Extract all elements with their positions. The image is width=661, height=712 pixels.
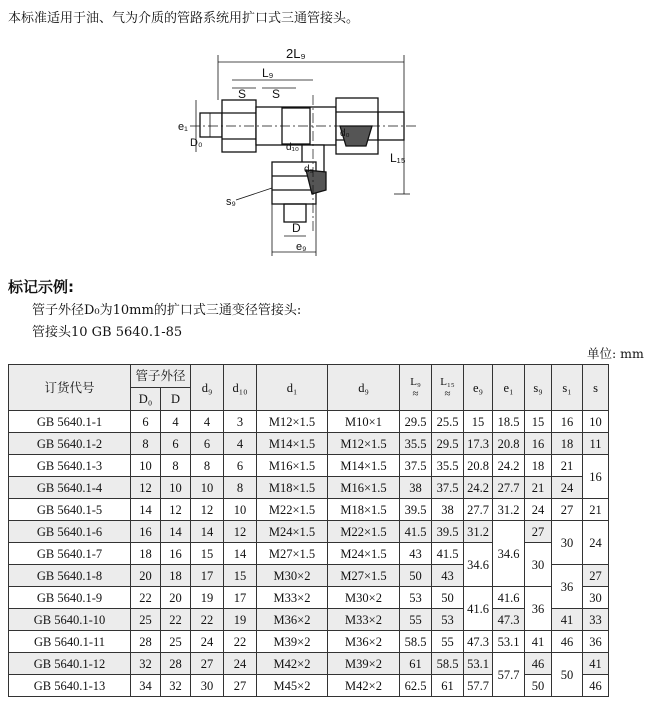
table-cell: 10 bbox=[161, 477, 191, 499]
table-cell: 30 bbox=[583, 587, 609, 609]
header-pipe-od: 管子外径 bbox=[131, 365, 191, 388]
table-cell: 17 bbox=[191, 565, 224, 587]
table-cell: 6 bbox=[224, 455, 257, 477]
table-cell: 32 bbox=[161, 675, 191, 697]
table-cell: 57.7 bbox=[493, 653, 525, 697]
example-heading: 标记示例: bbox=[8, 278, 74, 296]
table-cell: 55 bbox=[400, 609, 432, 631]
table-cell: 31.2 bbox=[493, 499, 525, 521]
table-cell: 8 bbox=[224, 477, 257, 499]
table-cell: 22 bbox=[161, 609, 191, 631]
table-cell: M16×1.5 bbox=[328, 477, 400, 499]
table-cell: 58.5 bbox=[400, 631, 432, 653]
table-cell: 53.1 bbox=[464, 653, 493, 675]
table-cell: 20 bbox=[131, 565, 161, 587]
table-cell: M42×2 bbox=[328, 675, 400, 697]
table-cell: 38 bbox=[400, 477, 432, 499]
table-cell: 27 bbox=[224, 675, 257, 697]
table-cell: M16×1.5 bbox=[257, 455, 328, 477]
table-row bbox=[9, 631, 609, 653]
table-cell: 6 bbox=[161, 433, 191, 455]
table-cell: 29.5 bbox=[400, 411, 432, 433]
table-cell: GB 5640.1-6 bbox=[9, 521, 131, 543]
table-cell: 6 bbox=[191, 433, 224, 455]
table-cell: 43 bbox=[400, 543, 432, 565]
table-cell: 36 bbox=[552, 565, 583, 609]
table-cell: 61 bbox=[400, 653, 432, 675]
table-cell: 22 bbox=[131, 587, 161, 609]
table-cell: 17 bbox=[224, 587, 257, 609]
table-cell: M36×2 bbox=[257, 609, 328, 631]
dim-s-mid: S bbox=[272, 87, 281, 101]
table-cell: 21 bbox=[525, 477, 552, 499]
table-cell: 15 bbox=[191, 543, 224, 565]
table-cell: 14 bbox=[191, 521, 224, 543]
table-cell: M24×1.5 bbox=[257, 521, 328, 543]
table-cell: 10 bbox=[131, 455, 161, 477]
table-cell: 24 bbox=[525, 499, 552, 521]
table-cell: GB 5640.1-4 bbox=[9, 477, 131, 499]
table-cell: 24.2 bbox=[493, 455, 525, 477]
table-row bbox=[9, 411, 609, 433]
table-cell: 4 bbox=[161, 411, 191, 433]
table-cell: GB 5640.1-12 bbox=[9, 653, 131, 675]
table-cell: GB 5640.1-9 bbox=[9, 587, 131, 609]
table-cell: 28 bbox=[161, 653, 191, 675]
table-cell: 24.2 bbox=[464, 477, 493, 499]
dim-L9: L₉ bbox=[262, 66, 274, 80]
table-cell: 18 bbox=[131, 543, 161, 565]
table-cell: 27 bbox=[583, 565, 609, 587]
table-cell: M39×2 bbox=[257, 631, 328, 653]
table-cell: 39.5 bbox=[432, 521, 464, 543]
spec-table bbox=[8, 364, 609, 697]
table-cell: 20 bbox=[161, 587, 191, 609]
table-cell: 15 bbox=[525, 411, 552, 433]
dim-e9: e₉ bbox=[296, 241, 307, 253]
table-row bbox=[9, 587, 609, 609]
table-row bbox=[9, 477, 609, 499]
table-cell: 55 bbox=[432, 631, 464, 653]
table-cell: 41.5 bbox=[400, 521, 432, 543]
table-cell: 15 bbox=[464, 411, 493, 433]
dim-e1: e₁ bbox=[178, 121, 188, 133]
table-cell: 31.2 bbox=[464, 521, 493, 543]
table-cell: 35.5 bbox=[432, 455, 464, 477]
table-cell: 18 bbox=[525, 455, 552, 477]
table-cell: 17.3 bbox=[464, 433, 493, 455]
table-cell: 27 bbox=[191, 653, 224, 675]
table-cell: 41 bbox=[583, 653, 609, 675]
table-cell: 37.5 bbox=[432, 477, 464, 499]
header-L15: L₁₅ ≈ bbox=[432, 365, 464, 411]
example-description: 管子外径D₀为10mm的扩口式三通变径管接头: bbox=[32, 303, 302, 318]
table-cell: 24 bbox=[583, 521, 609, 565]
table-cell: 35.5 bbox=[400, 433, 432, 455]
header-e1: e₁ bbox=[493, 365, 525, 411]
table-cell: M22×1.5 bbox=[257, 499, 328, 521]
table-cell: 18 bbox=[161, 565, 191, 587]
table-cell: 33 bbox=[583, 609, 609, 631]
table-cell: 46 bbox=[525, 653, 552, 675]
header-D: D bbox=[161, 388, 191, 411]
table-cell: 34.6 bbox=[493, 521, 525, 587]
table-cell: 15 bbox=[224, 565, 257, 587]
table-cell: 21 bbox=[552, 455, 583, 477]
table-row bbox=[9, 455, 609, 477]
table-cell: 24 bbox=[224, 653, 257, 675]
example-marking: 管接头10 GB 5640.1-85 bbox=[32, 325, 183, 340]
header-s1: s₁ bbox=[552, 365, 583, 411]
table-cell: 28 bbox=[131, 631, 161, 653]
table-cell: M12×1.5 bbox=[257, 411, 328, 433]
table-cell: 24 bbox=[191, 631, 224, 653]
table-cell: 50 bbox=[552, 653, 583, 697]
table-cell: M27×1.5 bbox=[328, 565, 400, 587]
table-cell: 25 bbox=[131, 609, 161, 631]
table-cell: 20.8 bbox=[493, 433, 525, 455]
table-cell: 25.5 bbox=[432, 411, 464, 433]
table-cell: M45×2 bbox=[257, 675, 328, 697]
tee-fitting-drawing bbox=[0, 0, 661, 270]
table-cell: 53 bbox=[400, 587, 432, 609]
table-cell: 16 bbox=[161, 543, 191, 565]
table-cell: 47.3 bbox=[493, 609, 525, 631]
table-cell: M27×1.5 bbox=[257, 543, 328, 565]
table-cell: M22×1.5 bbox=[328, 521, 400, 543]
table-cell: 47.3 bbox=[464, 631, 493, 653]
table-cell: M18×1.5 bbox=[257, 477, 328, 499]
table-cell: 61 bbox=[432, 675, 464, 697]
table-cell: 25 bbox=[161, 631, 191, 653]
table-cell: 41.6 bbox=[464, 587, 493, 631]
table-cell: 21 bbox=[583, 499, 609, 521]
table-cell: 16 bbox=[583, 455, 609, 499]
table-cell: 12 bbox=[191, 499, 224, 521]
table-row bbox=[9, 609, 609, 631]
table-cell: GB 5640.1-11 bbox=[9, 631, 131, 653]
table-cell: 24 bbox=[552, 477, 583, 499]
table-cell: 32 bbox=[131, 653, 161, 675]
header-s9: s₉ bbox=[525, 365, 552, 411]
table-cell: 22 bbox=[224, 631, 257, 653]
table-cell: 11 bbox=[583, 433, 609, 455]
table-cell: 41.6 bbox=[493, 587, 525, 609]
table-cell: M42×2 bbox=[257, 653, 328, 675]
header-code: 订货代号 bbox=[9, 365, 131, 411]
header-L9: L₉ ≈ bbox=[400, 365, 432, 411]
table-cell: GB 5640.1-1 bbox=[9, 411, 131, 433]
table-cell: 10 bbox=[224, 499, 257, 521]
table-cell: 57.7 bbox=[464, 675, 493, 697]
dim-d10: d₁₀ bbox=[286, 142, 300, 153]
table-cell: 10 bbox=[191, 477, 224, 499]
table-cell: GB 5640.1-10 bbox=[9, 609, 131, 631]
table-cell: 22 bbox=[191, 609, 224, 631]
table-cell: 34 bbox=[131, 675, 161, 697]
table-cell: 16 bbox=[131, 521, 161, 543]
table-cell: 30 bbox=[552, 521, 583, 565]
table-cell: M33×2 bbox=[328, 609, 400, 631]
table-cell: M30×2 bbox=[257, 565, 328, 587]
dim-D0: D₀ bbox=[190, 137, 203, 149]
table-cell: M24×1.5 bbox=[328, 543, 400, 565]
table-cell: M30×2 bbox=[328, 587, 400, 609]
header-d1: d₁ bbox=[257, 365, 328, 411]
table-cell: GB 5640.1-8 bbox=[9, 565, 131, 587]
table-cell: 39.5 bbox=[400, 499, 432, 521]
table-cell: M39×2 bbox=[328, 653, 400, 675]
table-cell: 41 bbox=[552, 609, 583, 631]
table-cell: 30 bbox=[191, 675, 224, 697]
dim-s-left: S bbox=[238, 87, 247, 101]
dim-d9: d₉ bbox=[304, 164, 314, 175]
table-cell: GB 5640.1-3 bbox=[9, 455, 131, 477]
table-cell: 3 bbox=[224, 411, 257, 433]
dim-L15: L₁₅ bbox=[390, 151, 406, 165]
header-s: s bbox=[583, 365, 609, 411]
table-cell: GB 5640.1-2 bbox=[9, 433, 131, 455]
header-d9: d₉ bbox=[191, 365, 224, 411]
table-cell: M14×1.5 bbox=[257, 433, 328, 455]
table-cell: 18 bbox=[552, 433, 583, 455]
table-cell: GB 5640.1-5 bbox=[9, 499, 131, 521]
table-cell: 8 bbox=[161, 455, 191, 477]
table-cell: 14 bbox=[131, 499, 161, 521]
table-cell: GB 5640.1-13 bbox=[9, 675, 131, 697]
table-cell: 50 bbox=[400, 565, 432, 587]
table-cell: 16 bbox=[525, 433, 552, 455]
table-cell: 30 bbox=[525, 543, 552, 587]
table-cell: 8 bbox=[131, 433, 161, 455]
dim-2L9: 2L₉ bbox=[286, 46, 306, 61]
table-cell: 38 bbox=[432, 499, 464, 521]
table-cell: M10×1 bbox=[328, 411, 400, 433]
table-row bbox=[9, 433, 609, 455]
unit-label: 单位: mm bbox=[587, 346, 644, 361]
table-cell: 53 bbox=[432, 609, 464, 631]
dim-D: D bbox=[292, 221, 301, 235]
intro-text: 本标准适用于油、气为介质的管路系统用扩口式三通管接头。 bbox=[8, 11, 360, 26]
table-cell: 16 bbox=[552, 411, 583, 433]
header-D0: D₀ bbox=[131, 388, 161, 411]
dim-d0: d₀ bbox=[340, 128, 350, 139]
header-dd9: d₉ bbox=[328, 365, 400, 411]
table-cell: 41.5 bbox=[432, 543, 464, 565]
table-cell: 4 bbox=[224, 433, 257, 455]
table-cell: 14 bbox=[161, 521, 191, 543]
table-cell: 34.6 bbox=[464, 543, 493, 587]
table-cell: 27.7 bbox=[464, 499, 493, 521]
table-cell: 27 bbox=[525, 521, 552, 543]
table-cell: 36 bbox=[525, 587, 552, 631]
table-row bbox=[9, 521, 609, 543]
header-e9: e₉ bbox=[464, 365, 493, 411]
table-cell: 58.5 bbox=[432, 653, 464, 675]
table-cell: 46 bbox=[583, 675, 609, 697]
table-row bbox=[9, 653, 609, 675]
table-cell: 14 bbox=[224, 543, 257, 565]
table-cell: 8 bbox=[191, 455, 224, 477]
table-cell: 18.5 bbox=[493, 411, 525, 433]
table-cell: 27 bbox=[552, 499, 583, 521]
table-cell: 53.1 bbox=[493, 631, 525, 653]
table-cell: M12×1.5 bbox=[328, 433, 400, 455]
table-cell: 41 bbox=[525, 631, 552, 653]
table-cell: 10 bbox=[583, 411, 609, 433]
table-cell: 20.8 bbox=[464, 455, 493, 477]
table-cell: 19 bbox=[191, 587, 224, 609]
table-cell: 12 bbox=[161, 499, 191, 521]
header-d10: d₁₀ bbox=[224, 365, 257, 411]
table-cell: 50 bbox=[432, 587, 464, 609]
table-cell: 62.5 bbox=[400, 675, 432, 697]
table-cell: 19 bbox=[224, 609, 257, 631]
dim-s9: s₉ bbox=[226, 196, 236, 208]
table-cell: 46 bbox=[552, 631, 583, 653]
table-cell: M33×2 bbox=[257, 587, 328, 609]
table-cell: M36×2 bbox=[328, 631, 400, 653]
table-cell: 50 bbox=[525, 675, 552, 697]
table-cell: M14×1.5 bbox=[328, 455, 400, 477]
table-cell: 36 bbox=[583, 631, 609, 653]
table-cell: M18×1.5 bbox=[328, 499, 400, 521]
table-cell: 6 bbox=[131, 411, 161, 433]
table-cell: 43 bbox=[432, 565, 464, 587]
table-cell: GB 5640.1-7 bbox=[9, 543, 131, 565]
table-row bbox=[9, 499, 609, 521]
table-cell: 12 bbox=[224, 521, 257, 543]
table-cell: 27.7 bbox=[493, 477, 525, 499]
table-cell: 12 bbox=[131, 477, 161, 499]
table-cell: 37.5 bbox=[400, 455, 432, 477]
table-cell: 29.5 bbox=[432, 433, 464, 455]
table-cell: 4 bbox=[191, 411, 224, 433]
